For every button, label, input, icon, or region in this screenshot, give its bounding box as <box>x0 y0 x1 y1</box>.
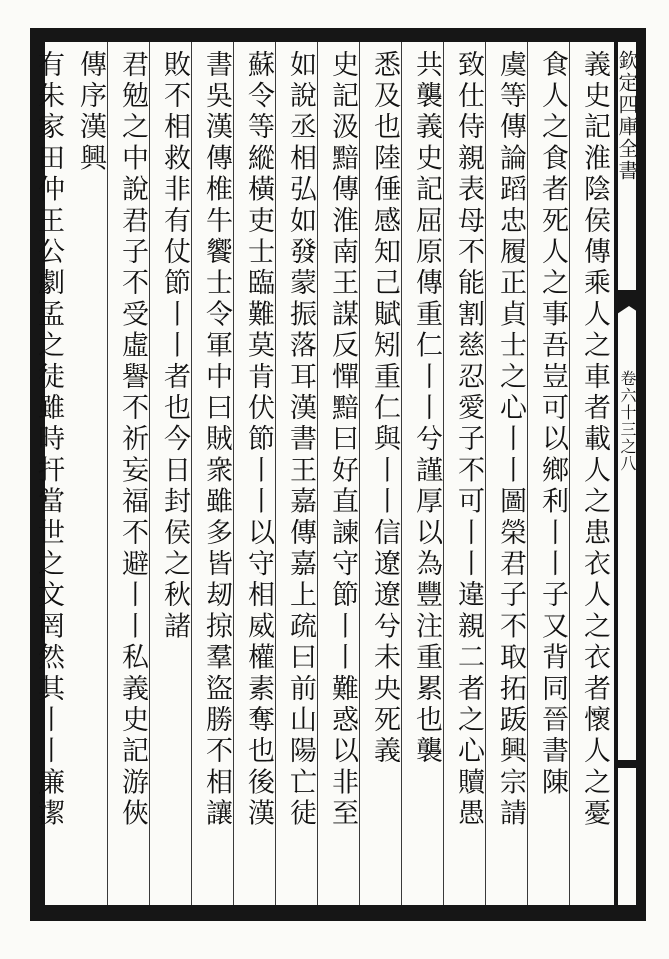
text-column: 虞等傳論蹈忠履正貞士之心丨丨圖榮君子不取拓䟦興宗請 <box>495 50 526 830</box>
frame-bottom-border <box>38 905 638 921</box>
text-column: 義史記淮陰侯傳乘人之車者載人之患衣人之衣者懷人之憂 <box>579 50 610 830</box>
text-column: 悉及也陸倕感知己賦矧重仁與丨丨信遼遼兮未央死義 <box>369 50 400 768</box>
text-column: 有朱家田仲王公劇孟之徒雖時扞當世之文罔然其丨丨廉潔 <box>33 50 64 830</box>
fishtail-mark-icon <box>614 290 644 330</box>
text-column: 君勉之中說君子不受虛譽不祈妄福不避丨丨私義史記游俠 <box>117 50 148 830</box>
text-column: 敗不相救非有仗節丨丨者也今日封侯之秋諸 <box>159 50 190 643</box>
banxin-chapter-label: 卷六十三之八 <box>618 370 637 472</box>
text-column: 致仕侍親表母不能割慈忍愛子不可丨丨違親二者之心贖愚 <box>453 50 484 830</box>
banxin-fold-mark <box>614 760 638 768</box>
text-column: 如說丞相弘如發蒙振落耳漢書王嘉傳嘉上疏曰前山陽亡徒 <box>285 50 316 830</box>
text-columns <box>33 42 614 905</box>
frame-top-border <box>30 28 645 42</box>
text-column: 書吳漢傳椎牛饗士令軍中曰賊衆雖多皆刼掠羣盜勝不相讓 <box>201 50 232 830</box>
text-column: 傳序漢興 <box>75 50 106 175</box>
text-column: 蘇令等縱橫吏士臨難莫肯伏節丨丨以守相威權素奪也後漢 <box>243 50 274 830</box>
text-column: 史記汲黯傳淮南王謀反憚黯曰好直諫守節丨丨難惑以非至 <box>327 50 358 830</box>
text-column: 食人之食者死人之事吾豈可以鄉利丨丨子又背同晉書陳 <box>537 50 568 799</box>
banxin-book-title: 欽定四庫全書 <box>615 50 639 182</box>
text-column: 共襲義史記屈原傳重仁丨丨兮謹厚以為豐注重累也襲 <box>411 50 442 768</box>
